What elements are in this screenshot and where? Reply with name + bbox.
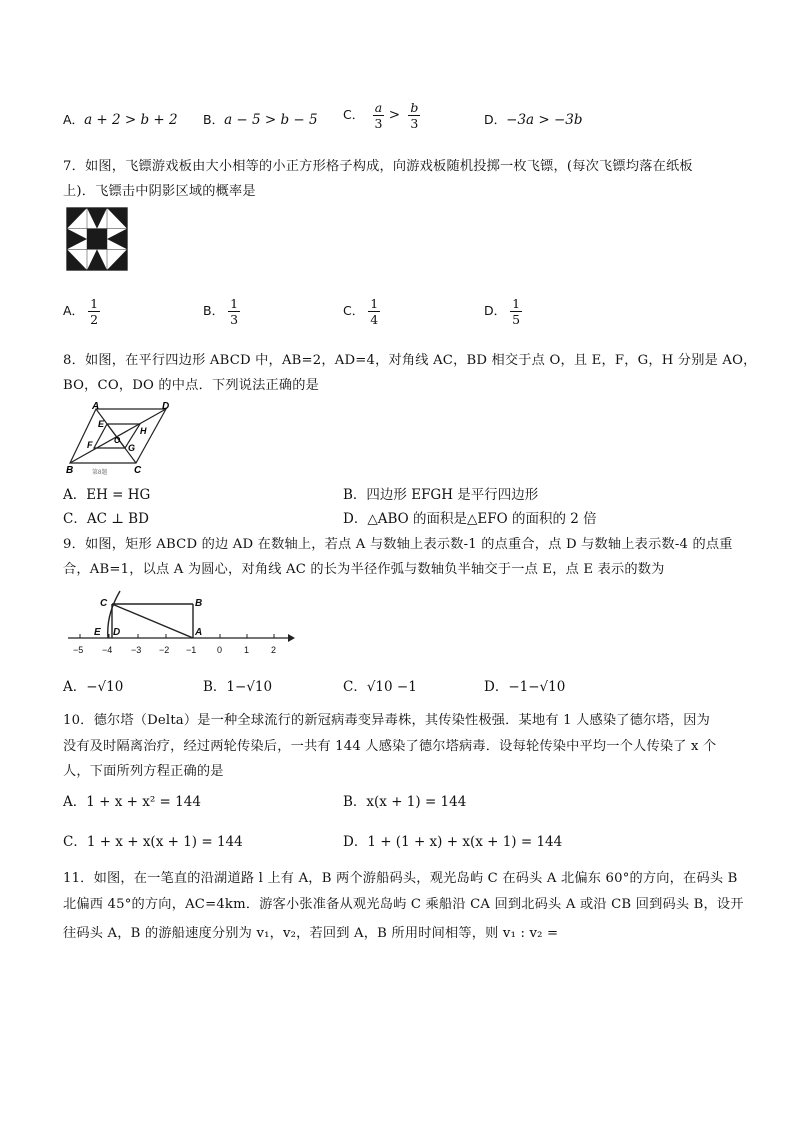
q6-option-c: C． $\frac{a}{3}$ > $\frac{b}{3}$ [343, 100, 419, 131]
q10-text-line3: 人，下面所列方程正确的是 [63, 764, 224, 779]
q9-tick-label: 2 [271, 645, 277, 655]
q8-text-line1: 8．如图，在平行四边形 ABCD 中，AB=2，AD=4，对角线 AC，BD 相交于点 O，且 E，F，G，H 分别是 AO， [63, 353, 757, 368]
q8-label-b: B [66, 465, 74, 475]
q9-option-d: D．−1−√10 [484, 679, 566, 695]
q9-tick-label: 1 [244, 645, 250, 655]
q8-label-o: O [114, 436, 121, 445]
q11-text-line3: 往码头 A，B 的游船速度分别为 v₁，v₂，若回到 A，B 所用时间相等，则 v₁ : v₂ = [63, 926, 559, 941]
q8-label-g: G [128, 443, 136, 453]
q8-option-c: C．AC ⊥ BD [63, 511, 149, 527]
q9-text-line2: 合，AB=1，以点 A 为圆心，对角线 AC 的长为半径作弧与数轴负半轴交于一点 E，点 E 表示的数为 [63, 562, 665, 577]
q6-option-b: B．a − 5 > b − 5 [203, 112, 318, 128]
q8-label-c: C [134, 465, 142, 475]
q6-option-a: A．a + 2 > b + 2 [63, 112, 178, 128]
q9-text-line1: 9．如图，矩形 ABCD 的边 AD 在数轴上，若点 A 与数轴上表示数-1 的点重合，点 D 与数轴上表示数-4 的点重 [63, 537, 733, 552]
q9-tick-label: −2 [159, 645, 170, 655]
q9-tick-label: −3 [131, 645, 142, 655]
q7-text-line1: 7．如图，飞镖游戏板由大小相等的小正方形格子构成，向游戏板随机投掷一枚飞镖，(每次飞镖均落在纸板 [63, 159, 693, 174]
q8-label-h: H [140, 426, 147, 436]
q8-option-a: A．EH = HG [63, 487, 151, 503]
q9-label-c: C [100, 598, 108, 609]
q10-text-line2: 没有及时隔离治疗，经过两轮传染后，一共有 144 人感染了德尔塔病毒．设每轮传染中平均一个人传染了 x 个 [63, 739, 717, 754]
q8-label-d: D [162, 401, 170, 412]
q9-option-a: A．−√10 [63, 679, 124, 695]
q9-number-line-figure [62, 585, 297, 660]
q9-tick-label: −5 [73, 645, 84, 655]
q8-label-f: F [87, 440, 93, 450]
q7-option-a: A． $\frac{1}{2}$ [63, 296, 99, 327]
q8-text-line2: BO，CO，DO 的中点．下列说法正确的是 [63, 378, 320, 393]
q8-parallelogram-figure [62, 400, 187, 475]
q10-option-d: D．1 + (1 + x) + x(x + 1) = 144 [343, 834, 563, 850]
q9-tick-label: −1 [186, 645, 197, 655]
q7-dartboard-figure [66, 207, 128, 271]
q9-label-e: E [94, 627, 101, 638]
q7-text-line2: 上)．飞镖击中阴影区域的概率是 [63, 184, 256, 199]
q8-label-a: A [92, 401, 100, 412]
q10-option-a: A．1 + x + x² = 144 [63, 794, 201, 810]
q9-label-a: A [195, 627, 203, 638]
q7-option-b: B． $\frac{1}{3}$ [203, 296, 239, 327]
q8-option-b: B．四边形 EFGH 是平行四边形 [343, 487, 539, 503]
q11-text-line2: 北偏西 45°的方向，AC=4km．游客小张准备从观光岛屿 C 乘船沿 CA 回到北码头 A 或沿 CB 回到码头 B，设开 [63, 897, 744, 912]
q6-option-d: D．−3a > −3b [484, 112, 583, 128]
q9-tick-label: −4 [102, 645, 113, 655]
q7-option-d: D． $\frac{1}{5}$ [484, 296, 521, 327]
q7-option-c: C． $\frac{1}{4}$ [343, 296, 379, 327]
q10-text-line1: 10．德尔塔（Delta）是一种全球流行的新冠病毒变异毒株，其传染性极强．某地有 1 人感染了德尔塔，因为 [63, 713, 710, 728]
q11-text-line1: 11．如图，在一笔直的沿湖道路 l 上有 A，B 两个游船码头，观光岛屿 C 在码头 A 北偏东 60°的方向，在码头 B [63, 871, 738, 886]
q10-option-b: B．x(x + 1) = 144 [343, 794, 467, 810]
q9-option-b: B．1−√10 [203, 679, 273, 695]
q9-label-b: B [195, 598, 203, 609]
q9-tick-label: 0 [217, 645, 223, 655]
q8-scan-note: 第8题 [92, 470, 108, 475]
q10-option-c: C．1 + x + x(x + 1) = 144 [63, 834, 243, 850]
q8-label-e: E [98, 419, 105, 429]
q8-option-d: D．△ABO 的面积是△EFO 的面积的 2 倍 [343, 511, 597, 527]
q9-label-d: D [113, 627, 121, 638]
q9-option-c: C．√10 −1 [343, 679, 417, 695]
